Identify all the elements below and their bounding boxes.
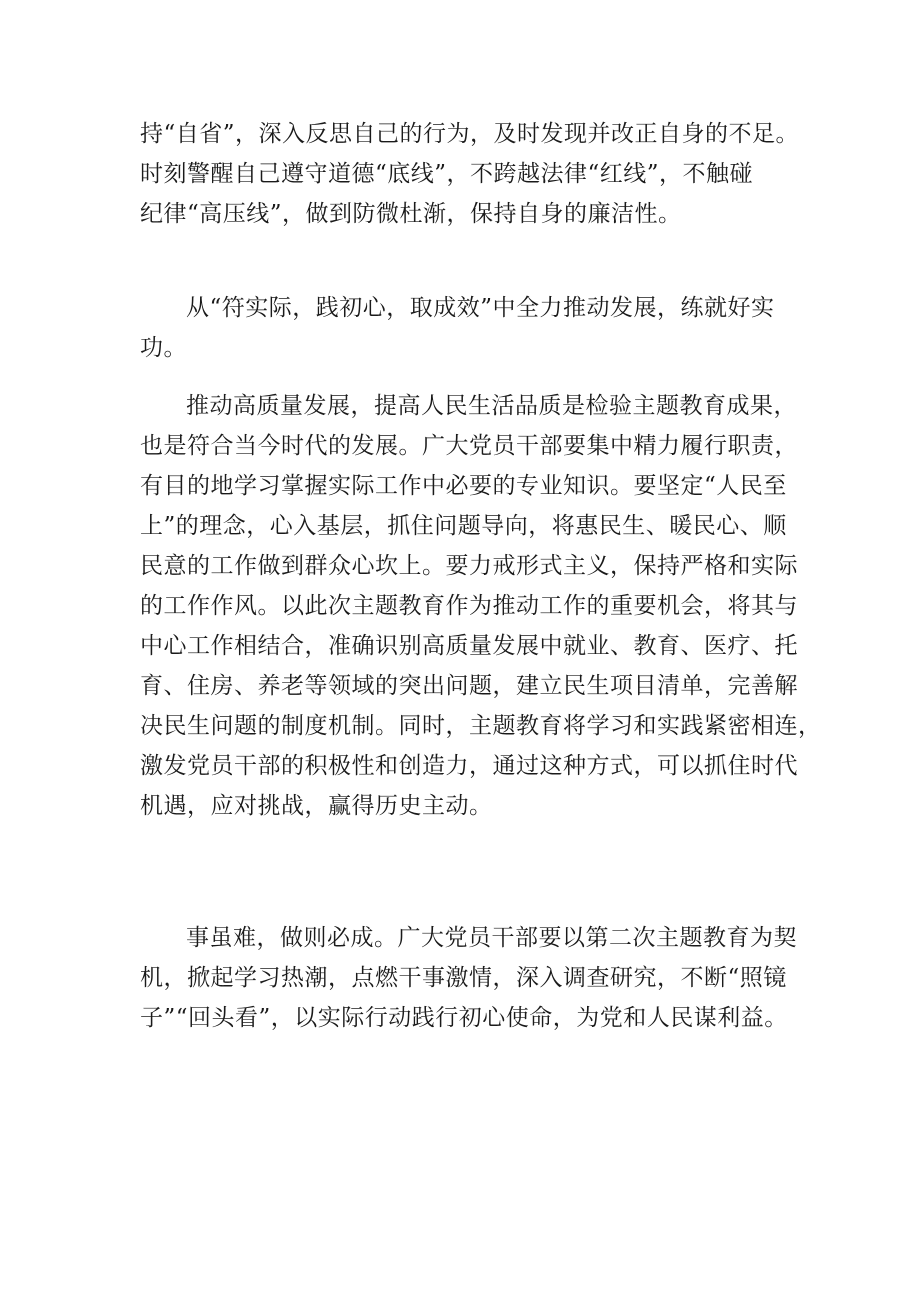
text-line: 事虽难，做则必成。广大党员干部要以第二次主题教育为契 bbox=[186, 925, 797, 951]
text-line: 育、住房、养老等领域的突出问题，建立民生项目清单，完善解 bbox=[140, 673, 798, 699]
text-line: 推动高质量发展，提高人民生活品质是检验主题教育成果， bbox=[186, 393, 797, 419]
text-line: 上”的理念，心入基层，抓住问题导向，将惠民生、暖民心、顺 bbox=[140, 513, 787, 539]
text-line: 功。 bbox=[140, 335, 187, 361]
text-line: 的工作作风。以此次主题教育作为推动工作的重要机会，将其与 bbox=[140, 593, 798, 619]
text-line: 纪律“高压线”，做到防微杜渐，保持自身的廉洁性。 bbox=[140, 201, 682, 227]
paragraph-heading-development bbox=[140, 288, 800, 368]
text-line: 持“自省”，深入反思自己的行为，及时发现并改正自身的不足。 bbox=[140, 121, 800, 147]
text-line: 中心工作相结合，准确识别高质量发展中就业、教育、医疗、托 bbox=[140, 633, 798, 659]
text-line: 民意的工作做到群众心坎上。要力戒形式主义，保持严格和实际 bbox=[140, 553, 798, 579]
paragraph-conclusion bbox=[140, 918, 800, 1038]
text-line: 有目的地学习掌握实际工作中必要的专业知识。要坚定“人民至 bbox=[140, 473, 787, 499]
text-line: 决民生问题的制度机制。同时，主题教育将学习和实践紧密相连， bbox=[140, 713, 822, 739]
text-line: 机，掀起学习热潮，点燃干事激情，深入调查研究，不断“照镜 bbox=[140, 965, 787, 991]
text-line: 时刻警醒自己遵守道德“底线”，不跨越法律“红线”，不触碰 bbox=[140, 161, 754, 187]
text-line: 也是符合当今时代的发展。广大党员干部要集中精力履行职责， bbox=[140, 433, 798, 459]
paragraph-high-quality-development bbox=[140, 386, 822, 826]
text-line: 从“符实际，践初心，取成效”中全力推动发展，练就好实 bbox=[186, 295, 775, 321]
paragraph-self-reflection bbox=[140, 114, 800, 234]
text-line: 激发党员干部的积极性和创造力，通过这种方式，可以抓住时代 bbox=[140, 753, 798, 779]
text-line: 机遇，应对挑战，赢得历史主动。 bbox=[140, 793, 493, 819]
text-line: 子”“回头看”，以实际行动践行初心使命，为党和人民谋利益。 bbox=[140, 1005, 788, 1031]
